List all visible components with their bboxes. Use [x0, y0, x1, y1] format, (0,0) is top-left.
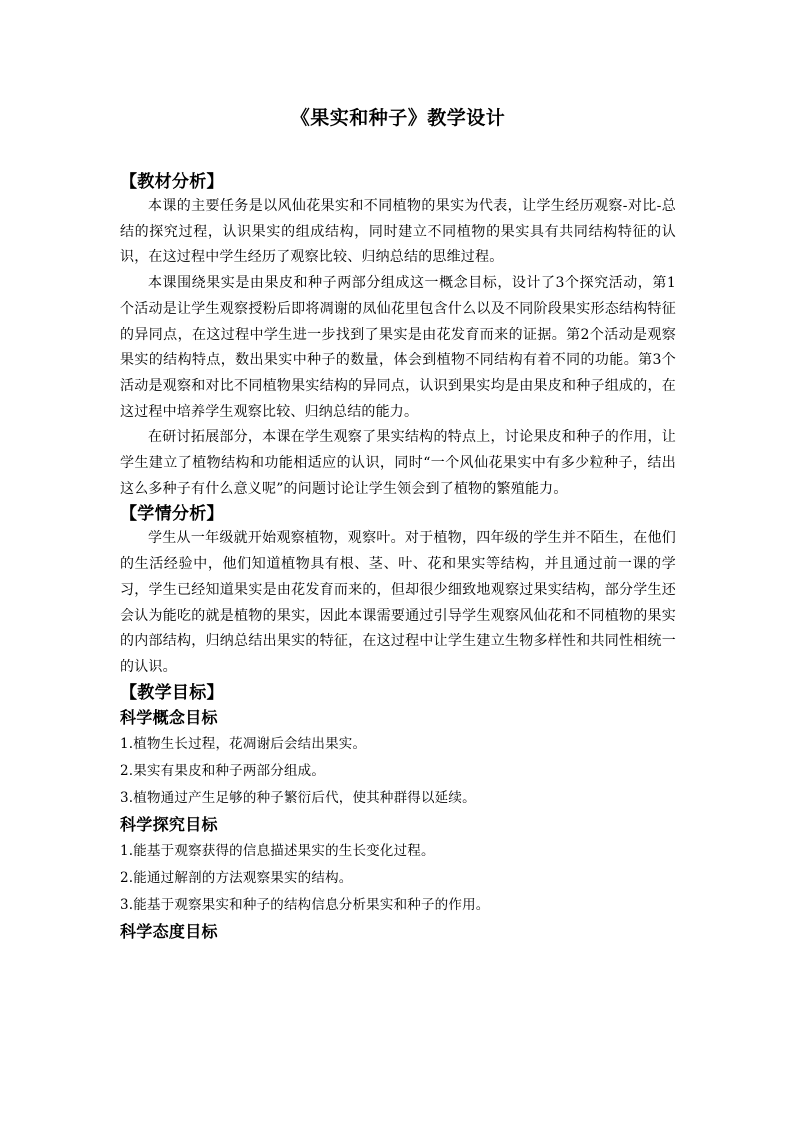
- list-item: 2.能通过解剖的方法观察果实的结构。: [120, 869, 353, 886]
- section-student-analysis: [120, 502, 676, 680]
- science-concept-list: [120, 731, 676, 812]
- list-item: 1.能基于观察获得的信息描述果实的生长变化过程。: [120, 842, 435, 859]
- section-material-analysis: [120, 170, 676, 502]
- subheading-science-concept: 科学概念目标: [120, 707, 218, 727]
- paragraph: 在研讨拓展部分，本课在学生观察了果实结构的特点上，讨论果皮和种子的作用，让学生建立了植物结构和功能相适应的认识，同时“一个风仙花果实中有多少粒种子，结出这么多种子有什么意义呢”的问题讨论让学生领会到了植物的繁殖能力。: [120, 429, 676, 497]
- document-page: [120, 103, 676, 945]
- list-item: 3.能基于观察果实和种子的结构信息分析果实和种子的作用。: [120, 896, 490, 913]
- list-item: 1.植物生长过程，花凋谢后会结出果实。: [120, 735, 367, 752]
- section-heading-material-analysis: 【教材分析】: [120, 172, 224, 192]
- section-heading-student-analysis: 【学情分析】: [120, 504, 224, 525]
- subheading-science-attitude: 科学态度目标: [120, 921, 218, 941]
- paragraph: 本课围绕果实是由果皮和种子两部分组成这一概念目标，设计了3个探究活动，第1个活动是让学生观察授粉后即将凋谢的凤仙花里包含什么以及不同阶段果实形态结构特征的异同点，在这过程中学生进一步找到了果实是由花发育而来的证据。第2个活动是观察果实的结构特点，数出果实中种子的数量，体会到植物不同结构有着不同的功能。第3个活动是观察和对比不同植物果实结构的异同点，认识到果实均是由果皮和种子组成的，在这过程中培养学生观察比较、归纳总结的能力。: [120, 275, 676, 420]
- section-teaching-goals: [120, 681, 676, 945]
- subheading-science-inquiry: 科学探究目标: [120, 814, 218, 834]
- document-title: 《果实和种子》教学设计: [290, 107, 506, 129]
- paragraph: 学生从一年级就开始观察植物，观察叶。对于植物，四年级的学生并不陌生，在他们的生活经验中，他们知道植物具有根、茎、叶、花和果实等结构，并且通过前一课的学习，学生已经知道果实是由花发育而来的，但却很少细致地观察过果实结构，部分学生还会认为能吃的就是植物的果实，因此本课需要通过引导学生观察风仙花和不同植物的果实的内部结构，归纳总结出果实的特征，在这过程中让学生建立生物多样性和共同性相统一的认识。: [120, 530, 676, 675]
- section-heading-teaching-goals: 【教学目标】: [120, 682, 224, 703]
- list-item: 3.植物通过产生足够的种子繁衍后代，使其种群得以延续。: [120, 789, 476, 806]
- paragraph: 本课的主要任务是以风仙花果实和不同植物的果实为代表，让学生经历观察-对比-总结的探究过程，认识果实的组成结构，同时建立不同植物的果实具有共同结构特征的认识，在这过程中学生经历了观察比较、归纳总结的思维过程。: [120, 198, 676, 266]
- science-inquiry-list: [120, 838, 676, 919]
- list-item: 2.果实有果皮和种子两部分组成。: [120, 762, 326, 779]
